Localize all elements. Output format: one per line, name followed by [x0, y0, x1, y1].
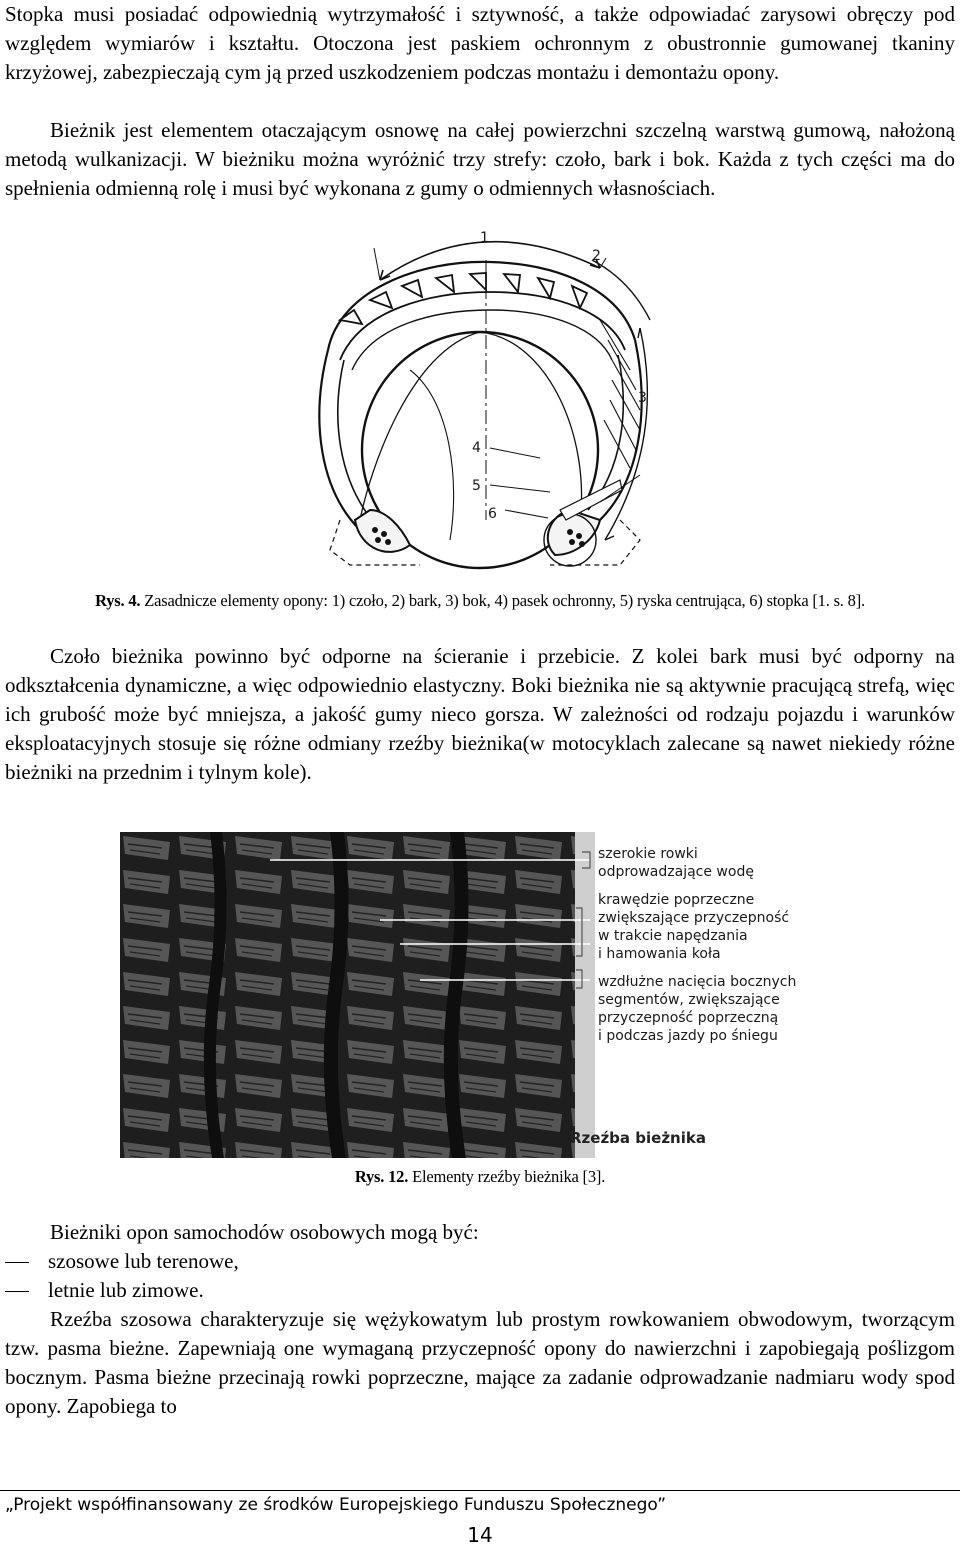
tread-annotation-2-line3: w trakcie napędzania [598, 928, 748, 944]
paragraph-bieznik-opon-text: Bieżniki opon samochodów osobowych mogą być: [50, 1220, 479, 1244]
list-item [5, 1247, 905, 1276]
fig1-label-3: 3 [638, 390, 647, 406]
tread-annotation-3-line3: przyczepność poprzeczną [598, 1010, 779, 1026]
list-item-text: szosowe lub terenowe, [48, 1249, 239, 1273]
fig1-label-6: 6 [488, 506, 497, 522]
paragraph-bieznik-text: Bieżnik jest elementem otaczającym osnowę na całej powierzchni szczelną warstwą gumową, nałożoną metodą wulkanizacji. W bieżniku można wyróżnić trzy strefy: czoło, bark i bok. Każda z tych części ma do spełnienia odmienną rolę i musi być wykonana z gumy o odmiennych własnościach. [5, 118, 955, 200]
fig1-label-1: 1 [480, 230, 489, 246]
footer-divider [0, 1490, 960, 1491]
footer-project-note: „Projekt współfinansowany ze środków Europejskiego Funduszu Społecznego” [5, 1495, 667, 1515]
paragraph-bieznik-opon [5, 1218, 955, 1247]
list-item-text: letnie lub zimowe. [48, 1278, 204, 1302]
paragraph-stopka: Stopka musi posiadać odpowiednią wytrzymałość i sztywność, a także odpowiadać zarysowi obręczy pod względem wymiarów i kształtu. Otoczona jest paskiem ochronnym z obustronnie gumowanej tkaniny krzyżowej, zabezpieczają cym ją przed uszkodzeniem podczas montażu i demontażu opony. [5, 2, 955, 84]
paragraph-rzezba [5, 1305, 955, 1421]
paragraph-czolo-text: Czoło bieżnika powinno być odporne na ścieranie i przebicie. Z kolei bark musi być odporny na odkształcenia dynamiczne, a więc odpowiednio elastyczny. Boki bieżnika nie są aktywnie pracującą strefą, więc ich grubość może być mniejsza, a jakość gumy nieco gorsza. W zależności od rodzaju pojazdu i warunków eksploatacyjnych stosuje się różne odmiany rzeźby bieżnika(w motocyklach zalecane są nawet niekiedy różne bieżniki na przednim i tylnym kole). [5, 644, 955, 784]
tread-annotation-2-line4: i hamowania koła [598, 946, 721, 962]
tread-annotation-3-line1: wzdłużne nacięcia bocznych [598, 974, 797, 990]
tire-cross-section-figure [300, 220, 680, 580]
figure1-caption-text: Zasadnicze elementy opony: 1) czoło, 2) bark, 3) bok, 4) pasek ochronny, 5) ryska centrująca, 6) stopka [1. s. 8]. [140, 591, 865, 610]
paragraph-rzezba-text: Rzeźba szosowa charakteryzuje się wężykowatym lub prostym rowkowaniem obwodowym, tworzącym tzw. pasma bieżne. Zapewniają one wymaganą przyczepność opony do nawierzchni i zapobiegają poślizgom bocznym. Pasma bieżne przecinają rowki poprzeczne, mające za zadanie odprowadzanie nadmiaru wody spod opony. Zapobiega to [5, 1307, 955, 1418]
tread-annotation-1-line1: szerokie rowki [598, 846, 698, 862]
tread-figure-title: Rzeźba bieżnika [570, 1129, 706, 1147]
tread-annotation-2-line2: zwiększające przyczepność [598, 910, 790, 926]
tread-annotation-3-line4: i podczas jazdy po śniegu [598, 1028, 778, 1044]
figure1-caption [0, 590, 960, 612]
tread-annotation-3-line2: segmentów, zwiększające [598, 992, 780, 1008]
figure2-caption-label: Rys. 12. [354, 1167, 409, 1186]
dash-bullet [5, 1262, 29, 1263]
list-item [5, 1276, 905, 1305]
page-number: 14 [467, 1523, 493, 1547]
figure2-caption-text: Elementy rzeźby bieżnika [3]. [408, 1167, 606, 1186]
tread-pattern-figure [120, 832, 840, 1158]
figure1-caption-label: Rys. 4. [95, 591, 141, 610]
fig1-label-4: 4 [472, 440, 481, 456]
dash-bullet [5, 1291, 29, 1292]
figure2-caption [0, 1166, 960, 1188]
fig1-label-2: 2 [592, 248, 601, 264]
fig1-label-5: 5 [472, 478, 481, 494]
paragraph-bieznik [5, 116, 955, 203]
tread-annotation-1-line2: odprowadzające wodę [598, 864, 754, 880]
paragraph-czolo [5, 642, 955, 787]
tread-annotation-2-line1: krawędzie poprzeczne [598, 892, 755, 908]
